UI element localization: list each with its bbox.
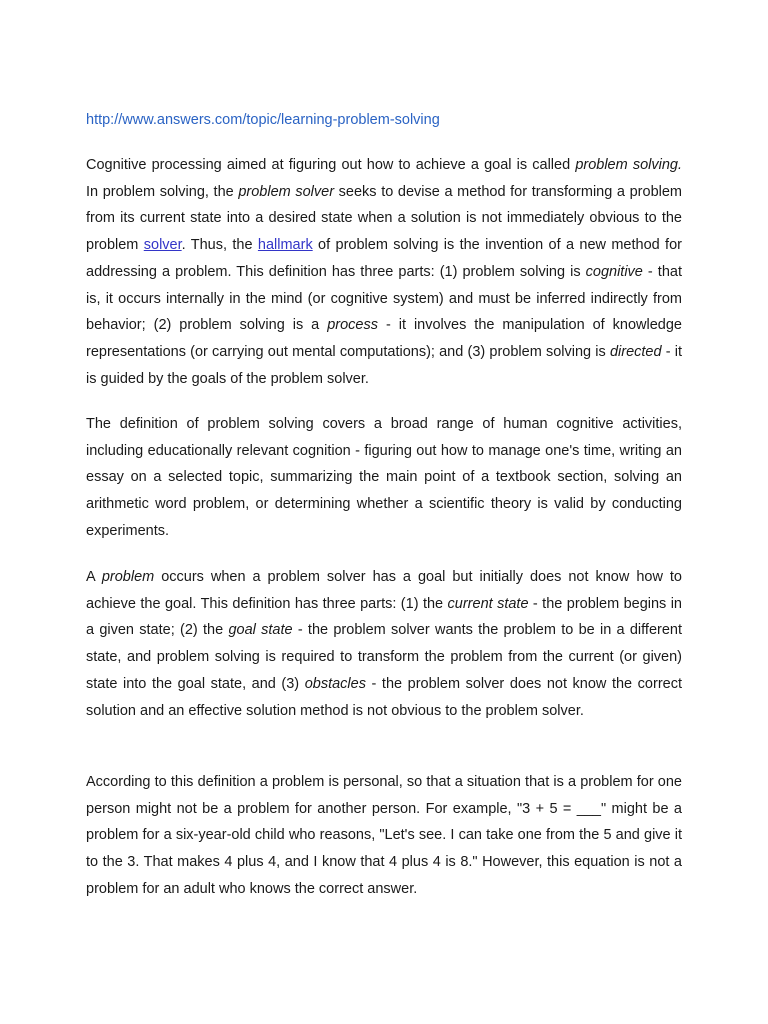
p1-text-2: In problem solving, the (86, 183, 239, 200)
p1-text-6: - that is, it occurs internally in the mind (or cognitive system) and must be inferred indirectly from behavior; (2) problem solving is a (86, 263, 682, 334)
p1-italic-process: process (327, 317, 378, 334)
p1-text-8: - it is guided by the goals of the problem solver. (86, 343, 682, 387)
p3-text-5: - the problem solver does not know the correct solution and an effective solution method is not obvious to the problem solver. (86, 675, 682, 719)
p3-text-1: A (86, 569, 102, 585)
paragraph-problem-definition (86, 564, 682, 724)
p1-text-1: Cognitive processing aimed at figuring out how to achieve a goal is called (86, 157, 576, 173)
p1-italic-directed: directed (609, 343, 662, 360)
p1-italic-cognitive: cognitive (585, 263, 643, 280)
p3-italic-problem: problem (101, 569, 155, 585)
p1-text-7: - it involves the manipulation of knowledge representations (or carrying out mental computations); and (3) problem solving is (86, 317, 682, 360)
paragraph-problem-is-personal: According to this definition a problem is personal, so that a situation that is a problem for one person might not be a problem for another person. For example, "3 + 5 = ___" might be a problem for a six-year-old child who reasons, "Let's see. I can take one from the 5 and give it to the 3. That makes 4 plus 4, and I know that 4 plus 4 is 8." However, this equation is not a problem for an adult who knows the correct answer. (86, 774, 682, 897)
p1-text-5: of problem solving is the invention of a new method for addressing a problem. This definition has three parts: (1) problem solving is (86, 237, 682, 280)
p3-italic-current-state: current state (447, 595, 529, 612)
p3-italic-goal-state: goal state (228, 622, 293, 639)
p1-text-4: . Thus, the (181, 237, 258, 254)
p3-text-3: - the problem begins in a given state; (2) the (86, 595, 683, 639)
p3-text-4: - the problem solver wants the problem to be in a different state, and problem solving is required to transform the problem from the current (or given) state into the goal state, and (3) (86, 622, 682, 692)
p3-italic-obstacles: obstacles (304, 675, 366, 692)
paragraph-range-of-activities: The definition of problem solving covers a broad range of human cognitive activities, including educationally relevant cognition - figuring out how to manage one's time, writing an essay on a selected topic, summarizing the main point of a textbook section, solving an arithmetic word problem, or determining whether a scientific theory is valid by conducting experiments. (86, 416, 682, 539)
solver-link[interactable]: solver (143, 237, 182, 254)
p3-text-2: occurs when a problem solver has a goal but initially does not know how to achieve the goal. This definition has three parts: (1) the (86, 569, 682, 612)
hallmark-link[interactable]: hallmark (257, 237, 313, 254)
paragraph-problem-solving-definition (86, 152, 682, 392)
p1-text-3: seeks to devise a method for transforming a problem from its current state into a desired state when a solution is not immediately obvious to the problem (86, 183, 683, 254)
p1-italic-problem-solving: problem solving. (575, 157, 683, 173)
source-url-link[interactable]: http://www.answers.com/topic/learning-problem-solving (86, 112, 440, 128)
p1-italic-problem-solver: problem solver (238, 183, 335, 200)
